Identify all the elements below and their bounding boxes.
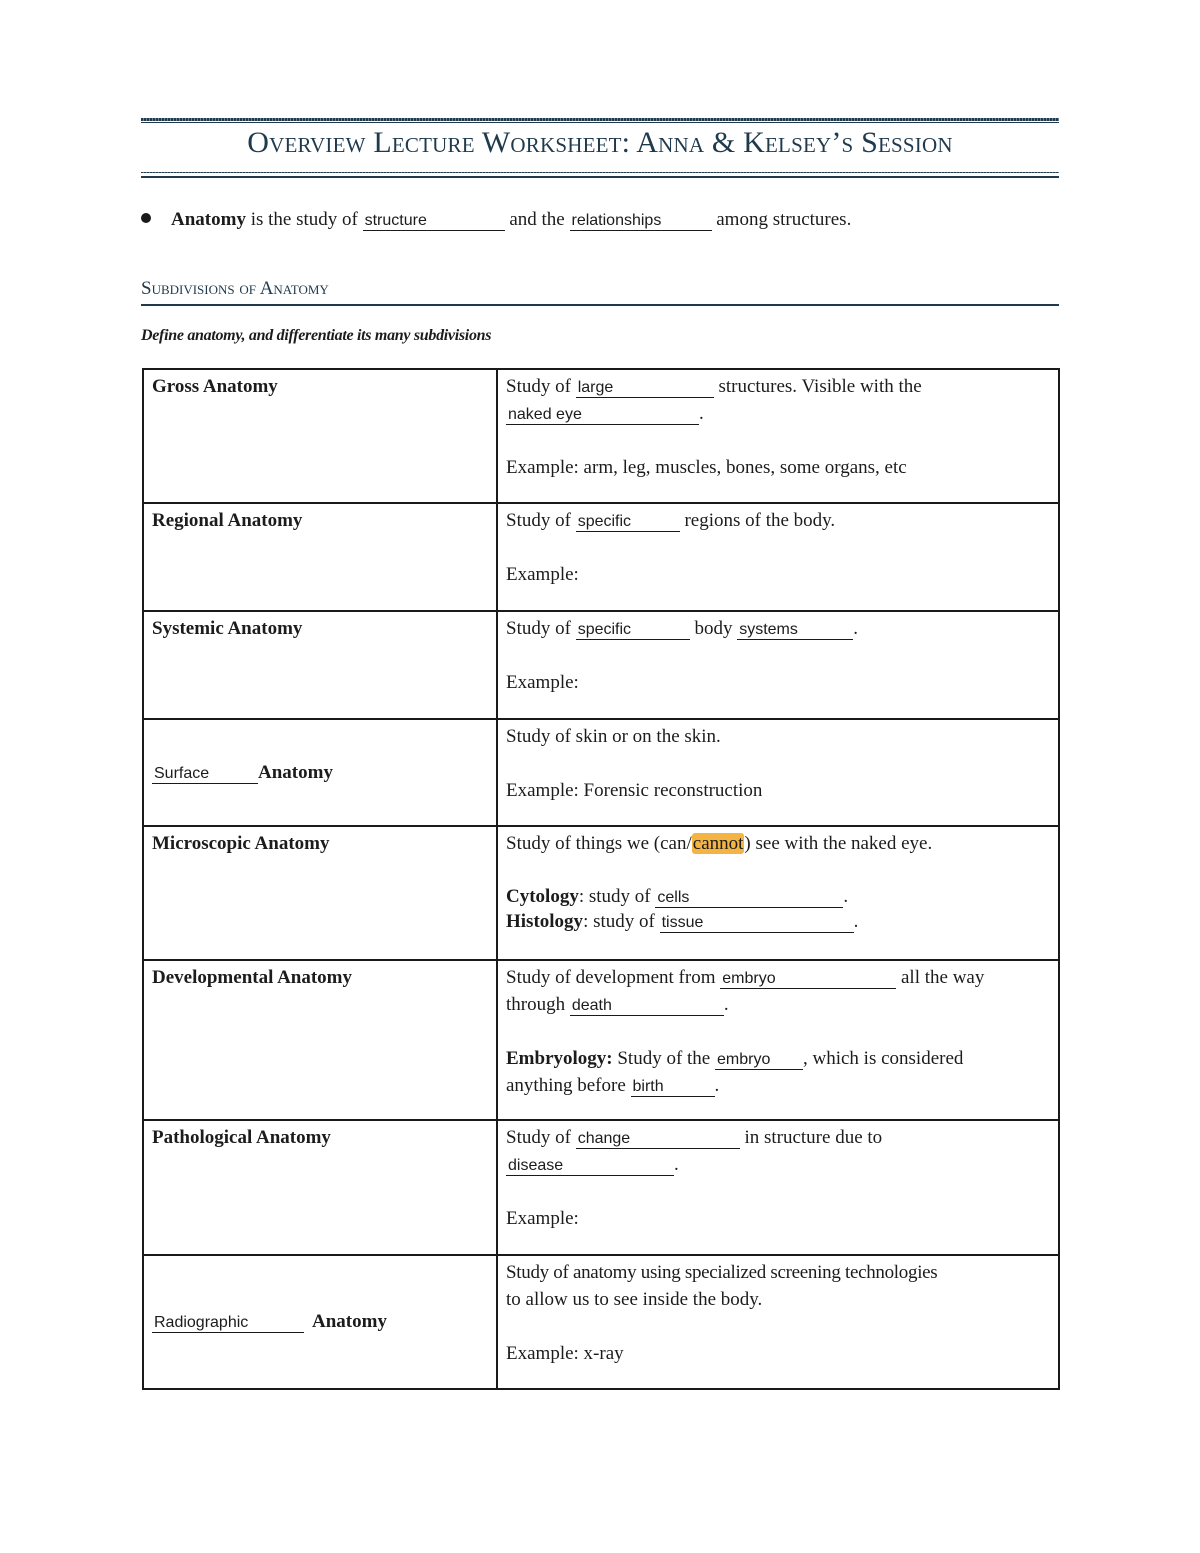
cytology-label: Cytology [506,886,579,907]
blank-tissue[interactable]: tissue [660,914,854,933]
intro-text-3: among structures. [711,209,852,230]
def-text: Study of [506,618,576,639]
title-top-rule [141,118,1059,121]
spacer [506,857,1050,884]
intro-term: Anatomy [171,209,246,230]
table-row [143,960,1059,1120]
spacer [506,534,1050,561]
blank-death[interactable]: death [570,997,724,1016]
def-text: Study of [506,1127,576,1148]
table-row [143,826,1059,960]
title-bottom-rule [141,176,1059,178]
definition-cell [497,960,1059,1120]
intro-text-1: is the study of [245,209,363,230]
term-cell: Pathological Anatomy [143,1120,497,1255]
section-rule [141,304,1059,306]
definition-cell [497,503,1059,611]
definition-cell [497,611,1059,719]
term-cell [143,719,497,826]
example-text: Example: arm, leg, muscles, bones, some organs, etc [506,457,907,478]
blank-structure[interactable]: structure [363,212,505,231]
def-text: . [853,618,858,639]
blank-systems[interactable]: systems [737,621,853,640]
spacer [506,642,1050,669]
blank-disease[interactable]: disease [506,1157,674,1176]
def-text: . [723,994,729,1015]
blank-large[interactable]: large [576,379,714,398]
def-text: regions of the body. [679,510,836,531]
def-text: Study of skin or on the skin. [506,726,721,747]
def-text: in structure due to [739,1127,883,1148]
def-text: ) see with the naked eye. [744,833,933,854]
histology-label: Histology [506,911,584,932]
table-row [143,1120,1059,1255]
intro-text-2: and the [504,209,570,230]
def-text: body [689,618,738,639]
def-text: , which is considered [803,1048,964,1069]
bullet-icon [141,213,151,223]
term-suffix: Anatomy [258,761,333,783]
def-text: to allow us to see inside the body. [506,1289,763,1310]
blank-surface[interactable]: Surface [152,765,258,784]
spacer [506,427,1050,454]
blank-birth[interactable]: birth [631,1078,715,1097]
blank-embryo[interactable]: embryo [720,970,896,989]
definition-cell [497,719,1059,826]
example-text: Example: Forensic reconstruction [506,780,763,801]
blank-radiographic[interactable]: Radiographic [152,1314,304,1333]
term-cell: Regional Anatomy [143,503,497,611]
def-text: through [506,994,570,1015]
term-cell: Gross Anatomy [143,369,497,503]
section-heading: Subdivisions of Anatomy [141,278,329,299]
def-text: . [714,1075,720,1096]
title-top-rule-thin [141,122,1059,123]
blank-specific[interactable]: specific [576,621,690,640]
def-text: all the way [896,967,985,988]
highlight-cannot: cannot [692,833,744,854]
table-row [143,503,1059,611]
anatomy-definition [141,209,851,231]
term-cell: Microscopic Anatomy [143,826,497,960]
def-text: Study of the [612,1048,715,1069]
term-suffix: Anatomy [312,1311,387,1332]
title-bottom-rule-dotted [141,172,1059,173]
definition-cell [497,1255,1059,1389]
table-row [143,369,1059,503]
embryology-label: Embryology: [506,1048,613,1069]
example-text: Example: x-ray [506,1343,624,1364]
subdivisions-table [142,368,1060,1390]
def-text: : study of [583,911,660,932]
blank-naked-eye[interactable]: naked eye [506,406,699,425]
blank-relationships[interactable]: relationships [570,212,712,231]
def-text: anything before [506,1075,631,1096]
blank-specific[interactable]: specific [576,513,680,532]
blank-embryo-2[interactable]: embryo [715,1051,803,1070]
spacer [506,1018,1050,1045]
def-text: Study of [506,510,576,531]
spacer [506,1313,1050,1340]
term-cell: Systemic Anatomy [143,611,497,719]
table-row [143,611,1059,719]
blank-change[interactable]: change [576,1130,740,1149]
spacer [506,1178,1050,1205]
def-text: : study of [578,886,656,907]
page-title: Overview Lecture Worksheet: Anna & Kelsey’s Session [247,126,953,159]
def-text: Study of anatomy using specialized screening technologies [506,1262,938,1283]
def-text: . [843,886,849,907]
def-text: Study of [506,376,576,397]
term-cell [143,1255,497,1389]
example-text: Example: [506,564,579,585]
blank-cells[interactable]: cells [655,889,843,908]
def-text: structures. Visible with the [713,376,922,397]
def-text: Study of development from [506,967,721,988]
table-row [143,1255,1059,1389]
spacer [506,750,1050,777]
example-text: Example: [506,1208,579,1229]
definition-cell [497,826,1059,960]
def-text: . [699,403,704,424]
example-text: Example: [506,672,579,693]
def-text: . [853,911,859,932]
term-cell: Developmental Anatomy [143,960,497,1120]
definition-cell [497,369,1059,503]
def-text: . [674,1154,679,1175]
definition-cell [497,1120,1059,1255]
table-row [143,719,1059,826]
instruction-text: Define anatomy, and differentiate its many subdivisions [141,327,492,344]
def-text: Study of things we (can/ [506,833,692,854]
